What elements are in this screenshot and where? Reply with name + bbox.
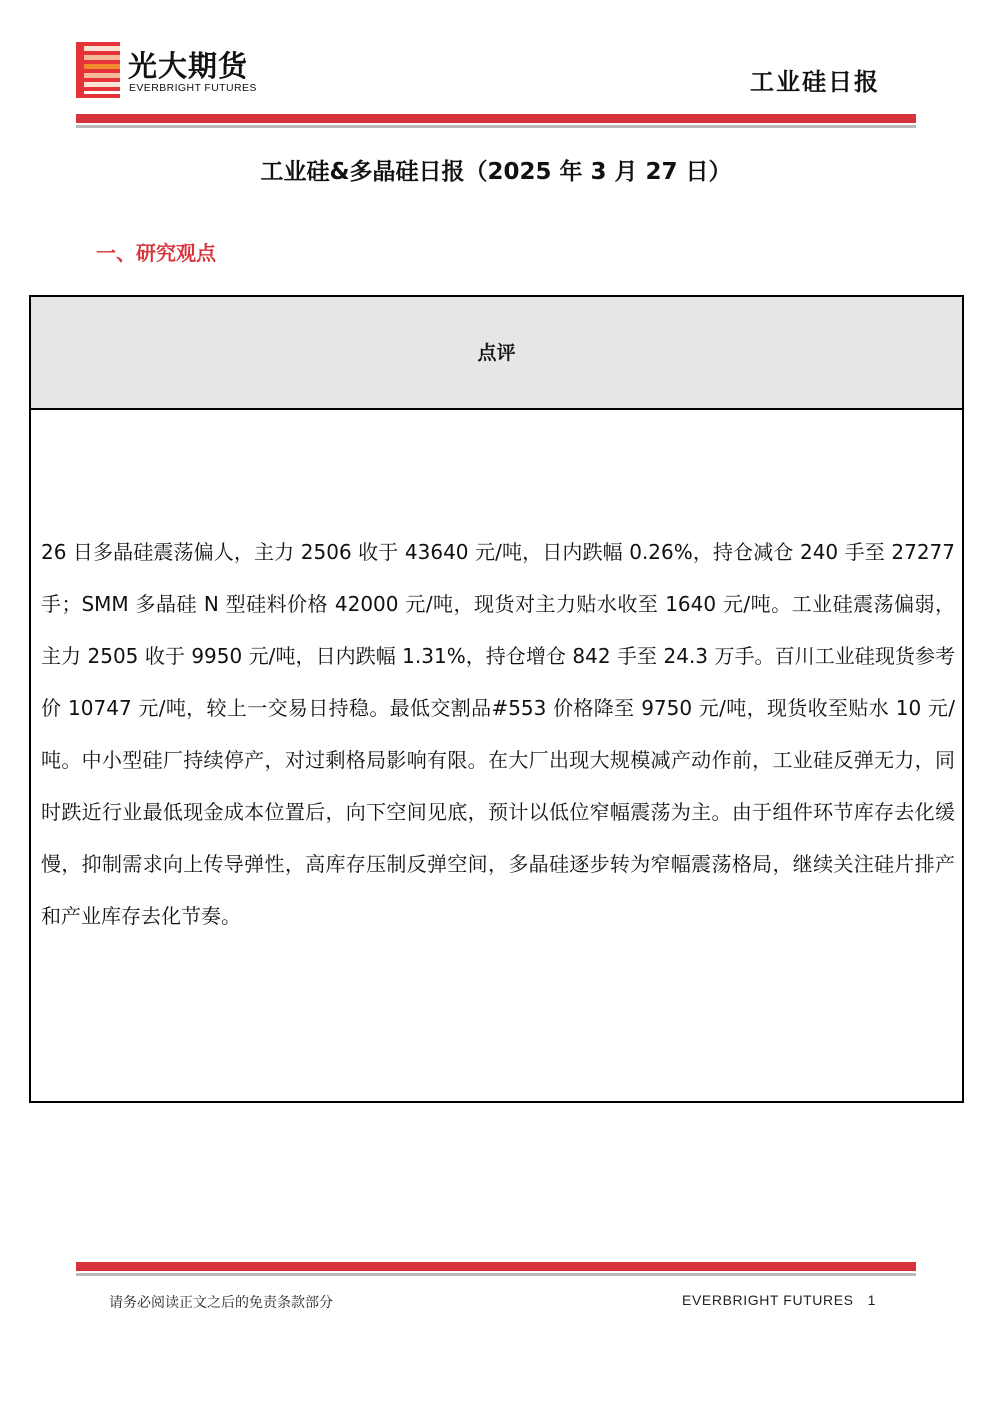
review-table-body: [31, 410, 962, 1101]
company-logo: [76, 42, 286, 98]
brand-name-en: EVERBRIGHT FUTURES: [129, 82, 257, 94]
footer-disclaimer: 请务必阅读正文之后的免责条款部分: [109, 1295, 333, 1311]
review-commentary-text: 26 日多晶硅震荡偏人，主力 2506 收于 43640 元/吨，日内跌幅 0.26%，持仓减仓 240 手至 27277 手；SMM 多晶硅 N 型硅料价格 42000 元/吨，现货对主力贴水收至 1640 元/吨。工业硅震荡偏弱，主力 2505 收于 9950 元/吨，日内跌幅 1.31%，持仓增仓 842 手至 24.3 万手。百川工业硅现货参考价 10747 元/吨，较上一交易日持稳。最低交割品#553 价格降至 9750 元/吨，现货收至贴水 10 元/吨。中小型硅厂持续停产，对过剩格局影响有限。在大厂出现大规模减产动作前，工业硅反弹无力，同时跌近行业最低现金成本位置后，向下空间见底，预计以低位窄幅震荡为主。由于组件环节库存去化缓慢，抑制需求向上传导弹性，高库存压制反弹空间，多晶硅逐步转为窄幅震荡格局，继续关注硅片排产和产业库存去化节奏。: [41, 540, 955, 928]
footer-brand-and-page: [682, 1292, 876, 1308]
header-divider-red: [76, 114, 916, 123]
page-number: 1: [867, 1292, 876, 1308]
review-table-header: [31, 297, 962, 410]
document-title: 工业硅&多晶硅日报（2025 年 3 月 27 日）: [260, 159, 732, 185]
everbright-logo-icon: [76, 42, 120, 98]
footer-brand: EVERBRIGHT FUTURES: [682, 1292, 854, 1308]
review-table-header-label: 点评: [477, 342, 516, 364]
report-type-title: 工业硅日报: [750, 68, 880, 96]
footer-divider-red: [76, 1262, 916, 1271]
footer-divider-gray: [76, 1273, 916, 1276]
brand-name-cn: 光大期货: [128, 49, 249, 83]
review-table: [29, 295, 964, 1103]
section-heading: 一、研究观点: [96, 241, 216, 265]
header-divider-gray: [76, 125, 916, 128]
